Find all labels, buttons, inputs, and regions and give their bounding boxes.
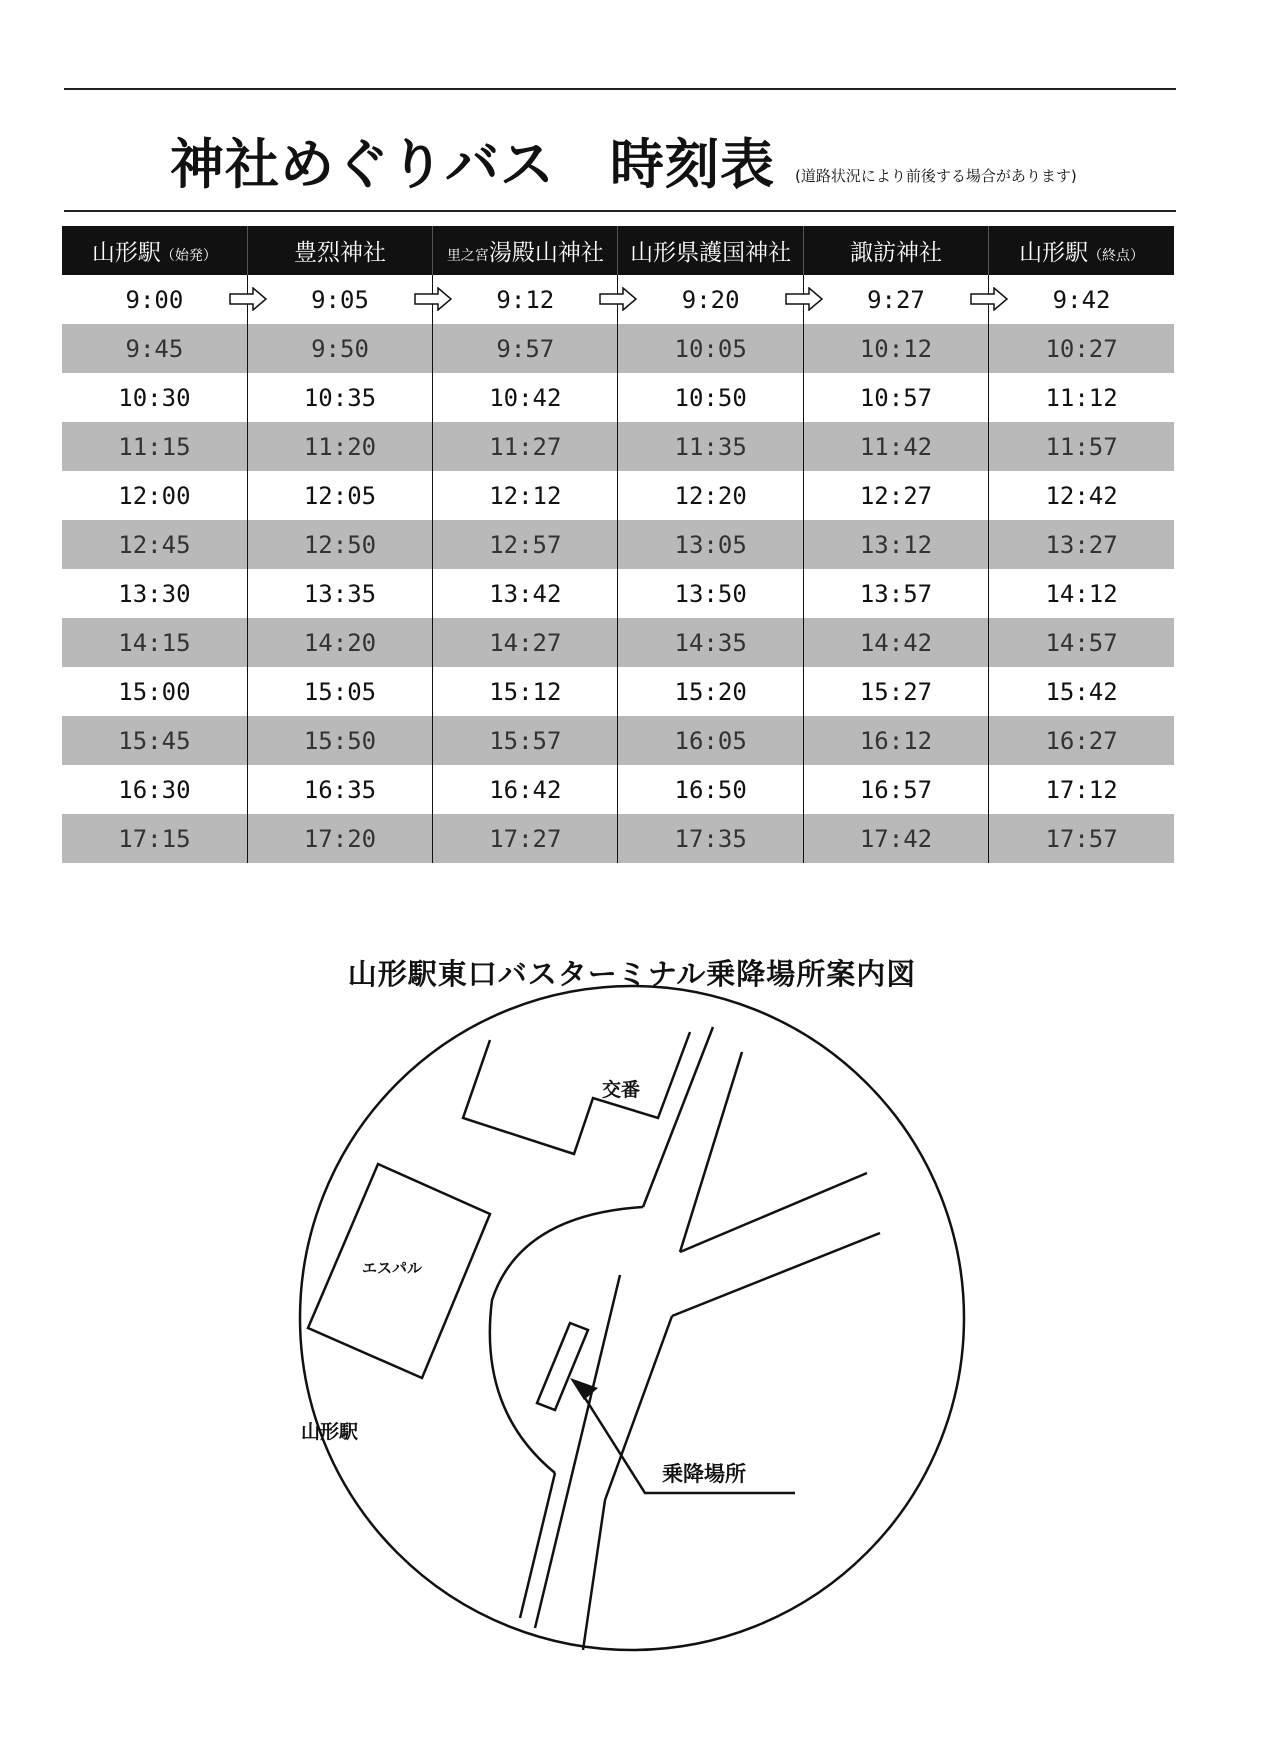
time-value: 17:12 (1045, 775, 1118, 804)
time-value: 11:20 (303, 432, 377, 461)
station-label: 山形駅 (301, 1421, 359, 1443)
time-value: 15:20 (674, 677, 747, 706)
time-value: 9:27 (867, 285, 925, 314)
time-value: 12:05 (303, 481, 377, 510)
title-note: (道路状況により前後する場合があります) (795, 167, 1077, 185)
time-value: 17:20 (303, 824, 377, 853)
time-value: 11:35 (674, 432, 747, 461)
time-value: 15:45 (118, 726, 191, 755)
column-header-prefix: 里之宮 (446, 248, 489, 264)
time-value: 11:15 (118, 432, 191, 461)
column-header-main: 諏訪神社 (849, 240, 942, 266)
time-value: 12:42 (1045, 481, 1118, 510)
time-value: 9:20 (681, 285, 740, 314)
time-value: 13:35 (303, 579, 377, 608)
right-arrow-icon (599, 287, 637, 311)
road-line (680, 1173, 867, 1252)
time-value: 14:35 (674, 628, 747, 657)
road-line (672, 1233, 880, 1316)
time-value: 15:42 (1045, 677, 1118, 706)
map-title: 山形駅東口バスターミナル乗降場所案内図 (347, 957, 917, 991)
time-value: 17:42 (859, 824, 933, 853)
right-arrow-icon (414, 287, 452, 311)
time-value: 9:57 (496, 334, 555, 363)
time-value: 16:12 (859, 726, 933, 755)
time-value: 10:05 (674, 334, 747, 363)
time-value: 10:12 (859, 334, 933, 363)
time-value: 13:57 (859, 579, 933, 608)
time-value: 9:00 (125, 285, 184, 314)
time-value: 16:57 (859, 775, 933, 804)
road-line (520, 1473, 555, 1618)
roundabout-curve (490, 1207, 643, 1473)
column-header-main: 山形駅 (1019, 240, 1089, 266)
time-value: 15:50 (303, 726, 377, 755)
time-value: 17:27 (489, 824, 562, 853)
time-value: 15:00 (118, 677, 191, 706)
time-value: 13:42 (489, 579, 562, 608)
time-value: 11:57 (1045, 432, 1118, 461)
time-value: 10:50 (674, 383, 747, 412)
time-value: 9:12 (496, 285, 555, 314)
time-value: 13:50 (674, 579, 747, 608)
time-value: 15:12 (489, 677, 562, 706)
road-line (583, 1500, 605, 1650)
time-value: 12:45 (118, 530, 191, 559)
time-value: 13:27 (1045, 530, 1118, 559)
time-value: 14:27 (489, 628, 562, 657)
time-value: 12:12 (489, 481, 562, 510)
time-value: 11:42 (859, 432, 933, 461)
time-value: 9:45 (125, 334, 184, 363)
road-line (535, 1275, 620, 1628)
time-value: 17:35 (674, 824, 747, 853)
time-value: 10:57 (859, 383, 933, 412)
time-value: 12:20 (674, 481, 747, 510)
stop-label: 乗降場所 (662, 1462, 746, 1486)
right-arrow-icon (785, 287, 823, 311)
time-value: 15:57 (489, 726, 562, 755)
time-value: 11:12 (1045, 383, 1118, 412)
time-value: 14:42 (859, 628, 933, 657)
time-value: 16:30 (118, 775, 191, 804)
time-value: 12:00 (118, 481, 191, 510)
time-value: 16:05 (674, 726, 747, 755)
time-value: 16:27 (1045, 726, 1118, 755)
right-arrow-icon (970, 287, 1008, 311)
time-value: 16:50 (674, 775, 747, 804)
column-header-main: 山形県護国神社 (630, 240, 792, 266)
time-value: 16:35 (303, 775, 377, 804)
time-value: 10:42 (489, 383, 562, 412)
page-title: 神社めぐりバス 時刻表 (170, 133, 775, 196)
time-value: 9:42 (1052, 285, 1111, 314)
time-value: 14:20 (303, 628, 377, 657)
time-value: 13:05 (674, 530, 747, 559)
column-header-main: 湯殿山神社 (488, 240, 604, 266)
road-line (680, 1052, 742, 1252)
time-value: 9:50 (311, 334, 369, 363)
time-value: 11:27 (489, 432, 562, 461)
time-value: 14:15 (118, 628, 191, 657)
bus-stop-marker (537, 1323, 588, 1410)
time-value: 15:05 (303, 677, 377, 706)
koban-label: 交番 (602, 1079, 641, 1101)
column-header-suffix: （終点） (1088, 248, 1145, 264)
time-value: 10:27 (1045, 334, 1118, 363)
espal-label: エスパル (362, 1259, 423, 1277)
time-value: 13:12 (859, 530, 933, 559)
right-arrow-icon (229, 287, 267, 311)
time-value: 14:12 (1045, 579, 1118, 608)
column-header-main: 山形駅 (91, 240, 161, 266)
time-value: 12:57 (489, 530, 562, 559)
column-header-main: 豊烈神社 (293, 240, 386, 266)
time-value: 15:27 (859, 677, 933, 706)
time-value: 14:57 (1045, 628, 1118, 657)
time-value: 13:30 (118, 579, 191, 608)
koban-building (463, 1032, 690, 1154)
time-value: 10:35 (303, 383, 377, 412)
time-value: 9:05 (311, 285, 369, 314)
time-value: 17:57 (1045, 824, 1118, 853)
column-header-suffix: （始発） (160, 248, 217, 264)
time-value: 16:42 (489, 775, 562, 804)
time-value: 10:30 (118, 383, 191, 412)
time-value: 17:15 (118, 824, 191, 853)
time-value: 12:27 (859, 481, 933, 510)
time-value: 12:50 (303, 530, 377, 559)
